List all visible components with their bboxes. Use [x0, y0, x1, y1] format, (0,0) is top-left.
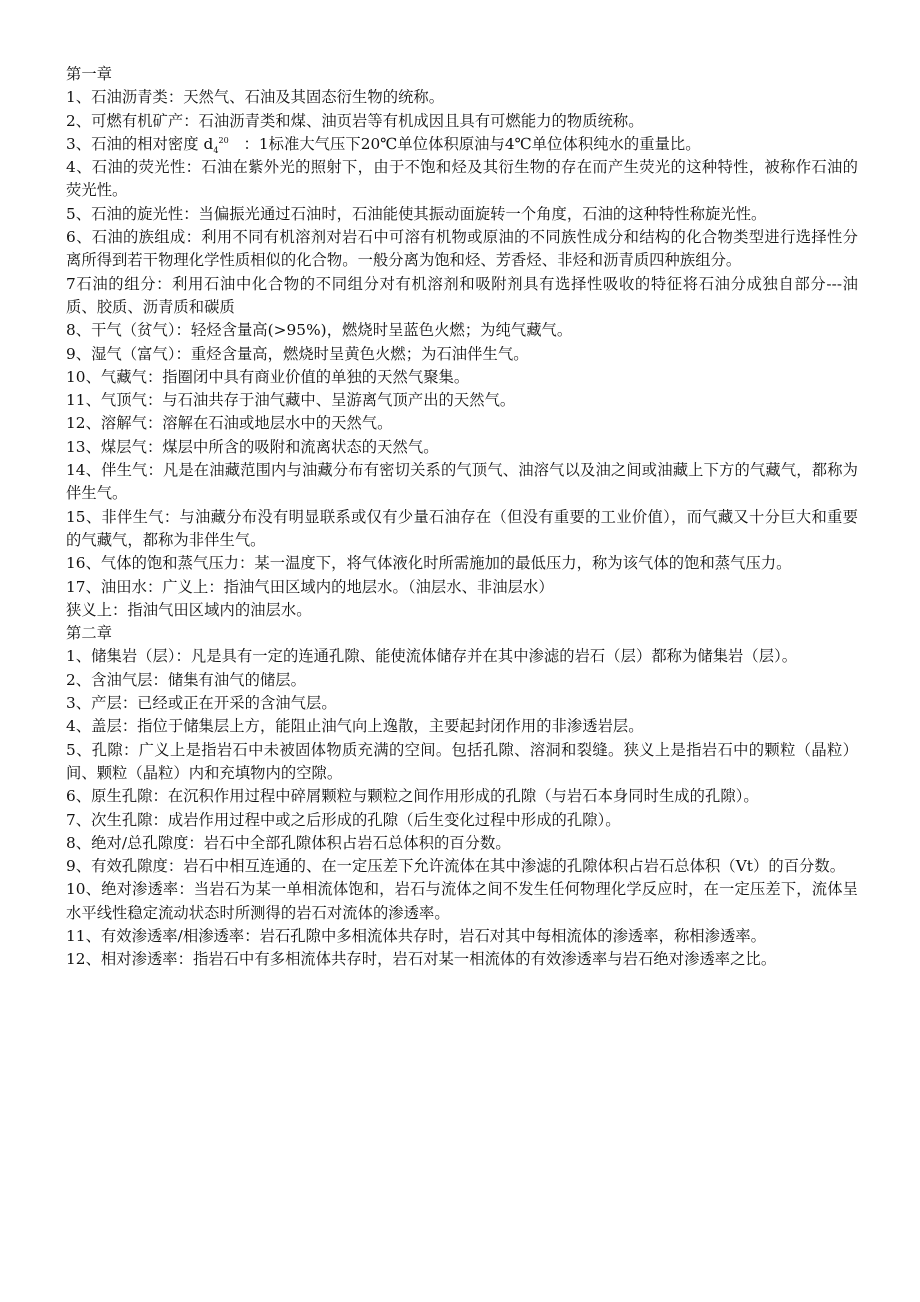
definition-1-13: 13、煤层气：煤层中所含的吸附和流离状态的天然气。 [66, 437, 439, 456]
definition-2-9: 9、有效孔隙度：岩石中相互连通的、在一定压差下允许流体在其中渗滤的孔隙体积占岩石总体积（Vt）的百分数。 [66, 857, 846, 876]
definition-2-1: 1、储集岩（层）：凡是具有一定的连通孔隙、能使流体储存并在其中渗滤的岩石（层）都称为储集岩（层）。 [66, 647, 798, 666]
density-symbol: d [203, 134, 214, 153]
definition-2-12: 12、相对渗透率：指岩石中有多相流体共存时，岩石对某一相流体的有效渗透率与岩石绝对渗透率之比。 [66, 950, 777, 969]
definition-2-10: 10、绝对渗透率：当岩石为某一单相流体饱和，岩石与流体之间不发生任何物理化学反应时，在一定压差下，流体呈水平线性稳定流动状态时所测得的岩石对流体的渗透率。 [66, 880, 858, 922]
density-subscript: 4 [213, 145, 219, 155]
definition-1-6: 6、石油的族组成：利用不同有机溶剂对岩石中可溶有机物或原油的不同族性成分和结构的化合物类型进行选择性分离所得到若干物理化学性质相似的化合物。一般分离为饱和烃、芳香烃、非烃和沥青质四种族组分。 [66, 228, 858, 270]
density-superscript: 20 [218, 135, 229, 145]
chapter-2-heading: 第二章 [66, 624, 113, 643]
definition-2-8: 8、绝对/总孔隙度：岩石中全部孔隙体积占岩石总体积的百分数。 [66, 833, 511, 852]
definition-1-12: 12、溶解气：溶解在石油或地层水中的天然气。 [66, 414, 393, 433]
definition-1-3 [66, 133, 858, 156]
definition-1-8: 8、干气（贫气）：轻烃含量高(>95%)，燃烧时呈蓝色火燃；为纯气藏气。 [66, 321, 573, 340]
definition-2-4: 4、盖层：指位于储集层上方，能阻止油气向上逸散，主要起封闭作用的非渗透岩层。 [66, 717, 644, 736]
chapter-1-heading: 第一章 [66, 65, 113, 83]
definition-2-7: 7、次生孔隙：成岩作用过程中或之后形成的孔隙（后生变化过程中形成的孔隙）。 [66, 810, 621, 829]
definition-1-9: 9、湿气（富气）：重烃含量高，燃烧时呈黄色火燃；为石油伴生气。 [66, 344, 529, 363]
definition-1-17-narrow: 狭义上：指油气田区域内的油层水。 [66, 600, 312, 619]
definition-1-7: 7石油的组分：利用石油中化合物的不同组分对有机溶剂和吸附剂具有选择性吸收的特征将石油分成独自部分---油质、胶质、沥青质和碳质 [66, 274, 858, 316]
definition-2-5: 5、孔隙：广义上是指岩石中未被固体物质充满的空间。包括孔隙、溶洞和裂缝。狭义上是指岩石中的颗粒（晶粒）间、颗粒（晶粒）内和充填物内的空隙。 [66, 740, 858, 782]
definition-2-11: 11、有效渗透率/相渗透率：岩石孔隙中多相流体共存时，岩石对其中每相流体的渗透率，称相渗透率。 [66, 926, 767, 945]
document-page [66, 63, 858, 972]
definition-1-2: 2、可燃有机矿产：石油沥青类和煤、油页岩等有机成因且具有可燃能力的物质统称。 [66, 111, 644, 130]
definition-1-10: 10、气藏气：指圈闭中具有商业价值的单独的天然气聚集。 [66, 367, 470, 386]
definition-2-3: 3、产层：已经或正在开采的含油气层。 [66, 694, 337, 713]
definition-1-16: 16、气体的饱和蒸气压力：某一温度下，将气体液化时所需施加的最低压力，称为该气体的饱和蒸气压力。 [66, 554, 792, 573]
definition-1-15: 15、非伴生气：与油藏分布没有明显联系或仅有少量石油存在（但没有重要的工业价值），而气藏又十分巨大和重要的气藏气，都称为非伴生气。 [66, 507, 858, 549]
definition-2-6: 6、原生孔隙：在沉积作用过程中碎屑颗粒与颗粒之间作用形成的孔隙（与岩石本身同时生成的孔隙）。 [66, 787, 759, 806]
definition-1-11: 11、气顶气：与石油共存于油气藏中、呈游离气顶产出的天然气。 [66, 391, 516, 410]
density-definition: ：1标准大气压下20℃单位体积原油与4℃单位体积纯水的重量比。 [243, 134, 701, 153]
definition-1-17: 17、油田水：广义上：指油气田区域内的地层水。（油层水、非油层水） [66, 577, 554, 596]
definition-1-3-label: 3、石油的相对密度 [66, 134, 199, 153]
definition-2-2: 2、含油气层：储集有油气的储层。 [66, 670, 306, 689]
definition-1-4: 4、石油的荧光性：石油在紫外光的照射下，由于不饱和烃及其衍生物的存在而产生荧光的这种特性，被称作石油的荧光性。 [66, 158, 858, 200]
definition-1-14: 14、伴生气：凡是在油藏范围内与油藏分布有密切关系的气顶气、油溶气以及油之间或油藏上下方的气藏气，都称为伴生气。 [66, 461, 858, 503]
definition-1-1: 1、石油沥青类：天然气、石油及其固态衍生物的统称。 [66, 88, 445, 107]
definition-1-5: 5、石油的旋光性：当偏振光通过石油时，石油能使其振动面旋转一个角度，石油的这种特性称旋光性。 [66, 204, 767, 223]
